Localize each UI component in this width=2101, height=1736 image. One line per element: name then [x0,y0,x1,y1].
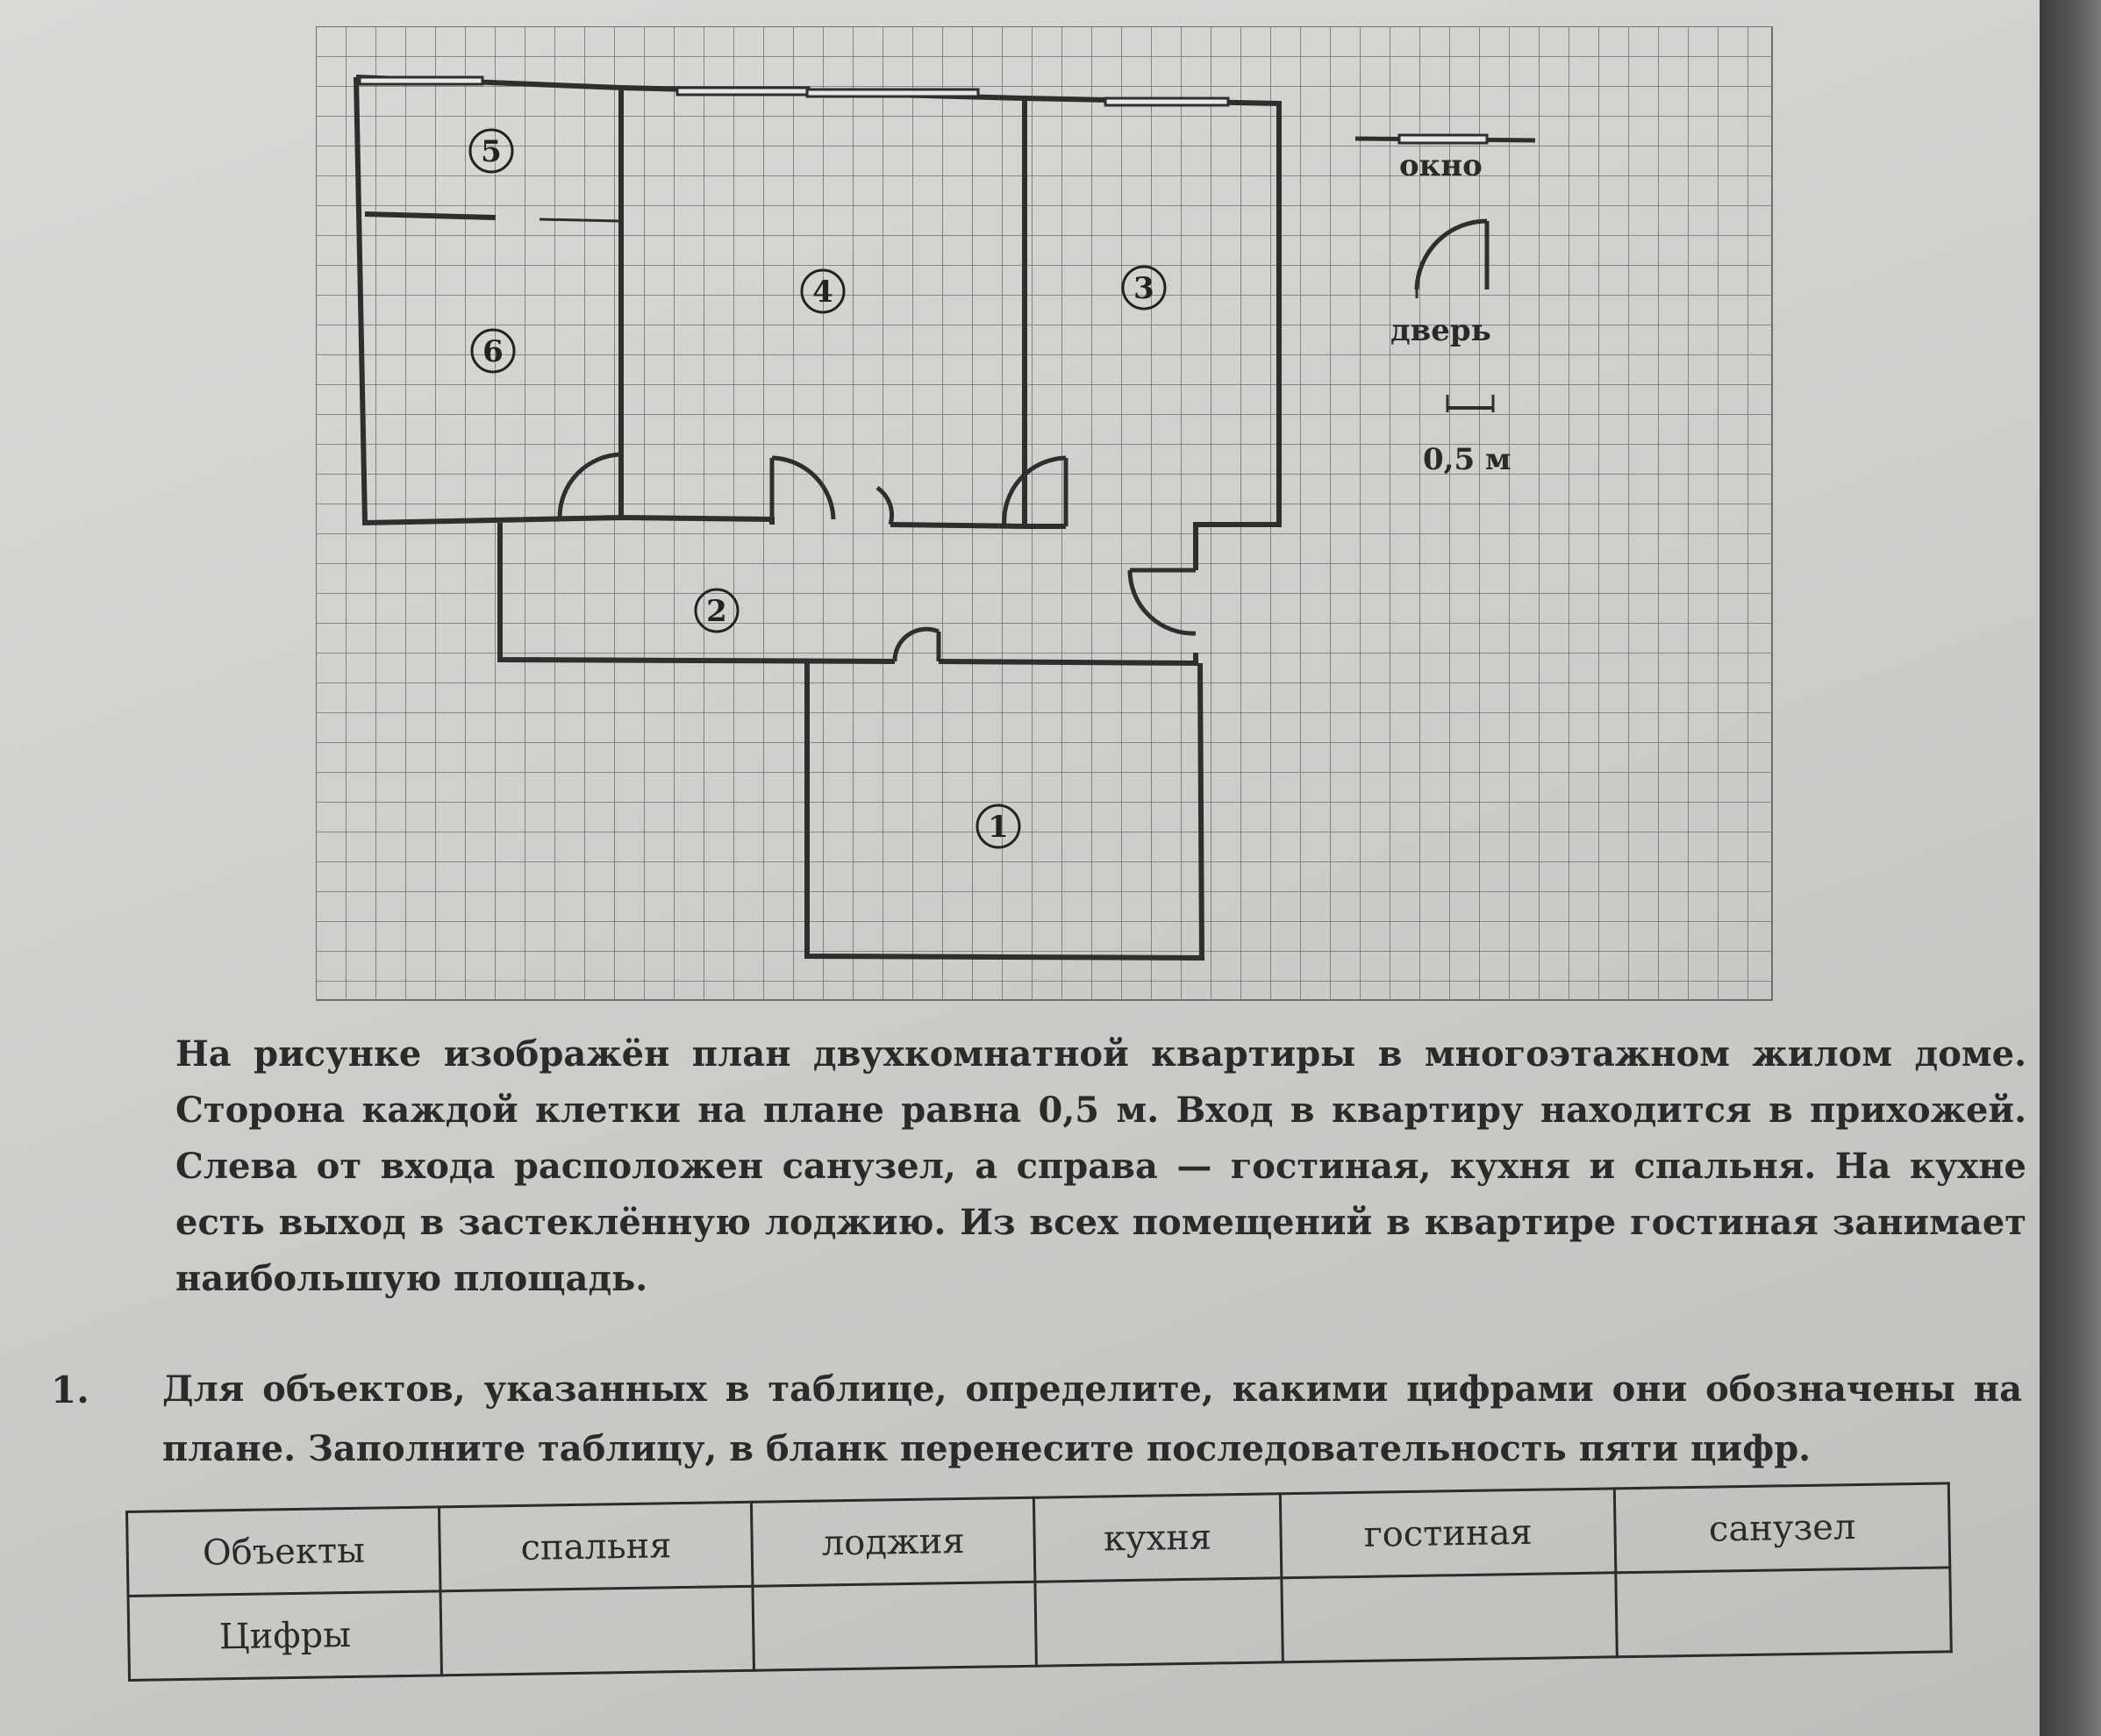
answer-cell-bathroom[interactable] [1616,1568,1951,1657]
room-label-6: 6 [482,334,504,369]
column-header-bathroom: санузел [1614,1483,1949,1573]
legend-door-label: дверь [1390,313,1491,348]
page-edge-shadow [2040,0,2101,1736]
floor-plan [316,26,1790,1012]
legend-window-label: окно [1399,148,1483,183]
room-label-3: 3 [1133,271,1154,306]
room-label-1: 1 [988,810,1009,845]
column-header-loggia: лоджия [752,1497,1035,1586]
plan-description: На рисунке изображён план двухкомнатной квартиры в многоэтажном жилом доме. Сторона каждой клетки на плане равна 0,5 м. Вход в квартиру находится в прихожей. Слева от входа расположен санузел, а справа — гостиная, кухня и спальня. На кухне есть выход в застеклённую лоджию. Из всех помещений в квартире гостиная занимает наибольшую площадь. [175,1033,2026,1299]
column-header-kitchen: кухня [1033,1494,1282,1582]
answer-cell-bedroom[interactable] [440,1586,754,1675]
grid-background [316,26,1772,1000]
room-label-5: 5 [481,134,502,169]
row-label-digits: Цифры [128,1591,442,1681]
row-label-objects: Объекты [127,1507,441,1597]
column-header-living-room: гостиная [1280,1489,1616,1578]
answer-cell-loggia[interactable] [753,1582,1036,1670]
room-label-2: 2 [706,594,727,629]
task-number: 1. [51,1368,89,1411]
answer-cell-living-room[interactable] [1282,1573,1618,1662]
answer-cell-kitchen[interactable] [1035,1578,1283,1666]
task-text: Для объектов, указанных в таблице, определите, какими цифрами они обозначены на плане. Заполните таблицу, в бланк перенесите последовательность пяти цифр. [162,1368,2022,1469]
column-header-bedroom: спальня [439,1502,754,1591]
room-label-4: 4 [812,275,833,310]
answer-table [125,1482,1953,1682]
legend-scale-label: 0,5 м [1423,442,1511,477]
